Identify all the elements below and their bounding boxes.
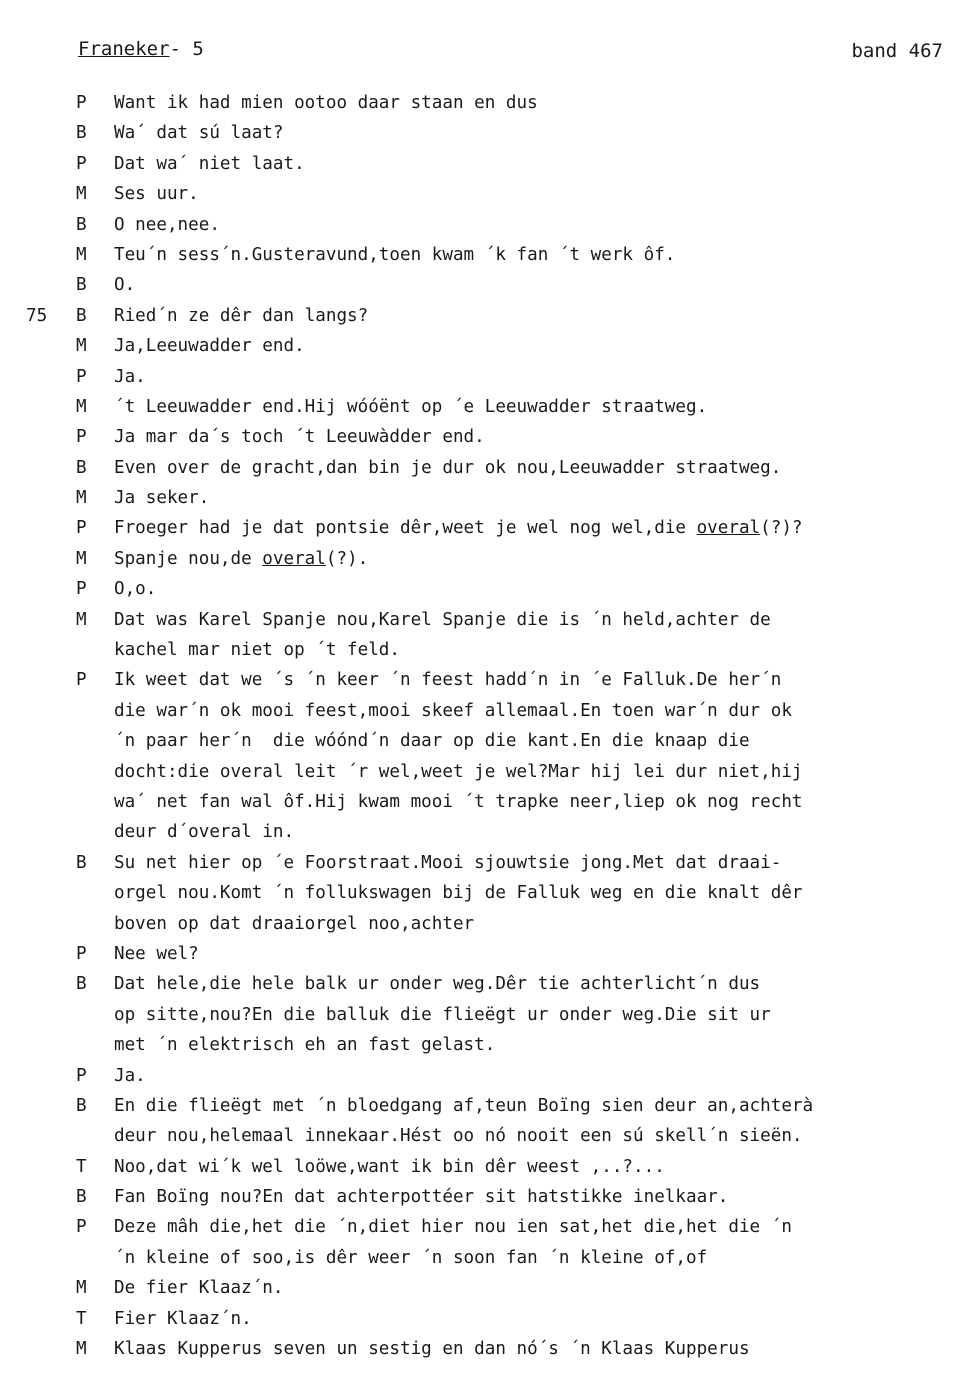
speaker-label: B xyxy=(76,852,87,873)
utterance-text: orgel nou.Komt ´n follukswagen bij de Falluk weg en die knalt dêr xyxy=(114,883,803,904)
utterance-text: Ja mar da´s toch ´t Leeuwàdder end. xyxy=(114,427,485,448)
transcript-line xyxy=(0,422,979,452)
transcript-line xyxy=(0,574,979,604)
speaker-turn xyxy=(0,331,979,361)
tape-label: band 467 xyxy=(851,40,943,62)
speaker-label: M xyxy=(76,244,87,265)
utterance-text: Spanje nou,de overal(?). xyxy=(114,548,369,569)
utterance-text: op sitte,nou?En die balluk die flieëgt ur onder weg.Die sit ur xyxy=(114,1004,771,1025)
speaker-label: P xyxy=(76,427,87,448)
speaker-label: M xyxy=(76,548,87,569)
utterance-text: Want ik had mien ootoo daar staan en dus xyxy=(114,93,538,113)
speaker-turn xyxy=(0,179,979,209)
speaker-turn xyxy=(0,270,979,300)
transcript-line xyxy=(0,696,979,726)
speaker-turn xyxy=(0,969,979,1060)
transcript-line xyxy=(0,1182,979,1212)
transcript-line xyxy=(0,939,979,969)
utterance-text: ´n kleine of soo,is dêr weer ´n soon fan ´n kleine of,of xyxy=(114,1247,708,1268)
utterance-text: Deze mâh die,het die ´n,diet hier nou ien sat,het die,het die ´n xyxy=(114,1217,792,1238)
speaker-label: P xyxy=(76,153,87,174)
transcript-line xyxy=(0,118,979,148)
transcript-line xyxy=(0,362,979,392)
speaker-label: M xyxy=(76,1339,87,1360)
transcript-line xyxy=(0,1152,979,1182)
speaker-label: P xyxy=(76,943,87,964)
speaker-turn xyxy=(0,422,979,452)
utterance-text: Even over de gracht,dan bin je dur ok nou,Leeuwadder straatweg. xyxy=(114,457,782,478)
transcript-line xyxy=(0,240,979,270)
utterance-text: deur d´overal in. xyxy=(114,822,295,843)
speaker-label: B xyxy=(76,1187,87,1208)
page-number: - 5 xyxy=(169,38,204,60)
speaker-turn xyxy=(0,848,979,939)
speaker-label: B xyxy=(76,214,87,235)
transcript-line xyxy=(0,817,979,847)
speaker-turn xyxy=(0,513,979,543)
transcript-line xyxy=(0,179,979,209)
transcript-line xyxy=(0,848,979,878)
speaker-label: T xyxy=(76,1308,87,1329)
underlined-word: overal xyxy=(696,518,761,539)
transcript-line xyxy=(0,1273,979,1303)
speaker-label: M xyxy=(76,336,87,357)
utterance-text: Ried´n ze dêr dan langs? xyxy=(114,305,369,326)
transcript-line xyxy=(0,969,979,999)
utterance-text: Nee wel? xyxy=(114,943,199,964)
utterance-text: Wa´ dat sú laat? xyxy=(114,123,284,144)
speaker-turn xyxy=(0,483,979,513)
utterance-text: boven op dat draaiorgel noo,achter xyxy=(114,913,475,934)
speaker-label: M xyxy=(76,609,87,630)
transcript-line xyxy=(0,331,979,361)
speaker-turn xyxy=(0,362,979,392)
transcript-line xyxy=(0,149,979,179)
transcript-line xyxy=(0,1030,979,1060)
speaker-turn xyxy=(0,240,979,270)
transcript-line xyxy=(0,483,979,513)
speaker-turn xyxy=(0,149,979,179)
speaker-turn xyxy=(0,939,979,969)
speaker-turn xyxy=(0,453,979,483)
transcript-line xyxy=(0,726,979,756)
speaker-turn xyxy=(0,1304,979,1334)
utterance-text: Dat hele,die hele balk ur onder weg.Dêr tie achterlicht´n dus xyxy=(114,974,761,995)
speaker-label: P xyxy=(76,1065,87,1086)
speaker-turn xyxy=(0,118,979,148)
speaker-turn xyxy=(0,1182,979,1212)
transcript-line xyxy=(0,635,979,665)
speaker-turn xyxy=(0,1334,979,1364)
utterance-text: wa´ net fan wal ôf.Hij kwam mooi ´t trapke neer,liep ok nog recht xyxy=(114,791,803,812)
utterance-text: met ´n elektrisch eh an fast gelast. xyxy=(114,1035,496,1056)
transcript-line xyxy=(0,1243,979,1273)
speaker-turn xyxy=(0,1061,979,1091)
utterance-text: Su net hier op ´e Foorstraat.Mooi sjouwtsie jong.Met dat draai- xyxy=(114,852,782,873)
utterance-text: Fan Boïng nou?En dat achterpottéer sit hatstikke inelkaar. xyxy=(114,1187,729,1208)
utterance-text: Ja seker. xyxy=(114,488,210,509)
speaker-turn xyxy=(0,301,979,331)
transcript-line xyxy=(0,1091,979,1121)
place-name: Franeker xyxy=(78,38,170,60)
utterance-text: Dat wa´ niet laat. xyxy=(114,153,305,174)
speaker-label: B xyxy=(76,457,87,478)
transcript-line xyxy=(0,1334,979,1364)
transcript-line xyxy=(0,544,979,574)
transcript-line xyxy=(0,513,979,543)
speaker-label: M xyxy=(76,488,87,509)
speaker-turn xyxy=(0,1273,979,1303)
transcript-line xyxy=(0,1212,979,1242)
transcript-line xyxy=(0,301,979,331)
speaker-label: T xyxy=(76,1156,87,1177)
utterance-text: deur nou,helemaal innekaar.Hést oo nó nooit een sú skell´n sieën. xyxy=(114,1126,803,1147)
utterance-text: ´t Leeuwadder end.Hij wóóënt op ´e Leeuwadder straatweg. xyxy=(114,396,708,417)
transcript-line xyxy=(0,1121,979,1151)
transcript-line xyxy=(0,665,979,695)
line-number: 75 xyxy=(26,305,48,326)
utterance-text: Ik weet dat we ´s ´n keer ´n feest hadd´n in ´e Falluk.De her´n xyxy=(114,670,782,691)
speaker-label: M xyxy=(76,396,87,417)
utterance-text: kachel mar niet op ´t feld. xyxy=(114,640,400,661)
transcript-line xyxy=(0,88,979,118)
speaker-turn xyxy=(0,88,979,118)
transcript-line xyxy=(0,757,979,787)
speaker-label: B xyxy=(76,1095,87,1116)
speaker-label: P xyxy=(76,518,87,539)
speaker-label: M xyxy=(76,1278,87,1299)
transcript xyxy=(0,88,979,1364)
speaker-turn xyxy=(0,665,979,847)
utterance-text: Ses uur. xyxy=(114,184,199,205)
utterance-text: O nee,nee. xyxy=(114,214,220,235)
speaker-turn xyxy=(0,1152,979,1182)
underlined-word: overal xyxy=(262,548,326,569)
speaker-label: P xyxy=(76,366,87,387)
utterance-text: Fier Klaaz´n. xyxy=(114,1308,252,1329)
utterance-text: Noo,dat wi´k wel loöwe,want ik bin dêr weest ,..?... xyxy=(114,1156,665,1177)
utterance-text: Ja. xyxy=(114,1065,146,1086)
utterance-text: Ja,Leeuwadder end. xyxy=(114,336,305,357)
transcript-line xyxy=(0,909,979,939)
speaker-label: B xyxy=(76,123,87,144)
utterance-text: O,o. xyxy=(114,579,157,600)
transcript-line xyxy=(0,1061,979,1091)
transcript-line xyxy=(0,1304,979,1334)
transcript-line xyxy=(0,878,979,908)
speaker-label: P xyxy=(76,1217,87,1238)
transcript-line xyxy=(0,270,979,300)
utterance-text: Froeger had je dat pontsie dêr,weet je wel nog wel,die overal(?)? xyxy=(114,518,803,539)
utterance-text: O. xyxy=(114,275,136,296)
utterance-text: Teu´n sess´n.Gusteravund,toen kwam ´k fan ´t werk ôf. xyxy=(114,244,676,265)
transcript-line xyxy=(0,1000,979,1030)
transcript-line xyxy=(0,787,979,817)
page-header-left xyxy=(78,38,204,60)
speaker-turn xyxy=(0,574,979,604)
speaker-turn xyxy=(0,210,979,240)
transcript-line xyxy=(0,210,979,240)
speaker-turn xyxy=(0,1091,979,1152)
speaker-label: P xyxy=(76,670,87,691)
utterance-text: die war´n ok mooi feest,mooi skeef allemaal.En toen war´n dur ok xyxy=(114,700,792,721)
transcript-line xyxy=(0,392,979,422)
speaker-turn xyxy=(0,544,979,574)
utterance-text: ´n paar her´n die wóónd´n daar op die kant.En die knaap die xyxy=(114,731,750,752)
speaker-label: B xyxy=(76,305,87,326)
speaker-label: B xyxy=(76,974,87,995)
transcript-line xyxy=(0,453,979,483)
speaker-label: B xyxy=(76,275,87,296)
speaker-turn xyxy=(0,392,979,422)
speaker-label: M xyxy=(76,184,87,205)
utterance-text: docht:die overal leit ´r wel,weet je wel?Mar hij lei dur niet,hij xyxy=(114,761,803,782)
utterance-text: De fier Klaaz´n. xyxy=(114,1278,284,1299)
utterance-text: Klaas Kupperus seven un sestig en dan nó´s ´n Klaas Kupperus xyxy=(114,1339,750,1360)
speaker-turn xyxy=(0,1212,979,1273)
utterance-text: En die flieëgt met ´n bloedgang af,teun Boïng sien deur an,achterà xyxy=(114,1095,814,1116)
speaker-label: P xyxy=(76,579,87,600)
speaker-turn xyxy=(0,605,979,666)
utterance-text: Ja. xyxy=(114,366,146,387)
speaker-label: P xyxy=(76,93,87,113)
utterance-text: Dat was Karel Spanje nou,Karel Spanje die is ´n held,achter de xyxy=(114,609,771,630)
transcript-line xyxy=(0,605,979,635)
